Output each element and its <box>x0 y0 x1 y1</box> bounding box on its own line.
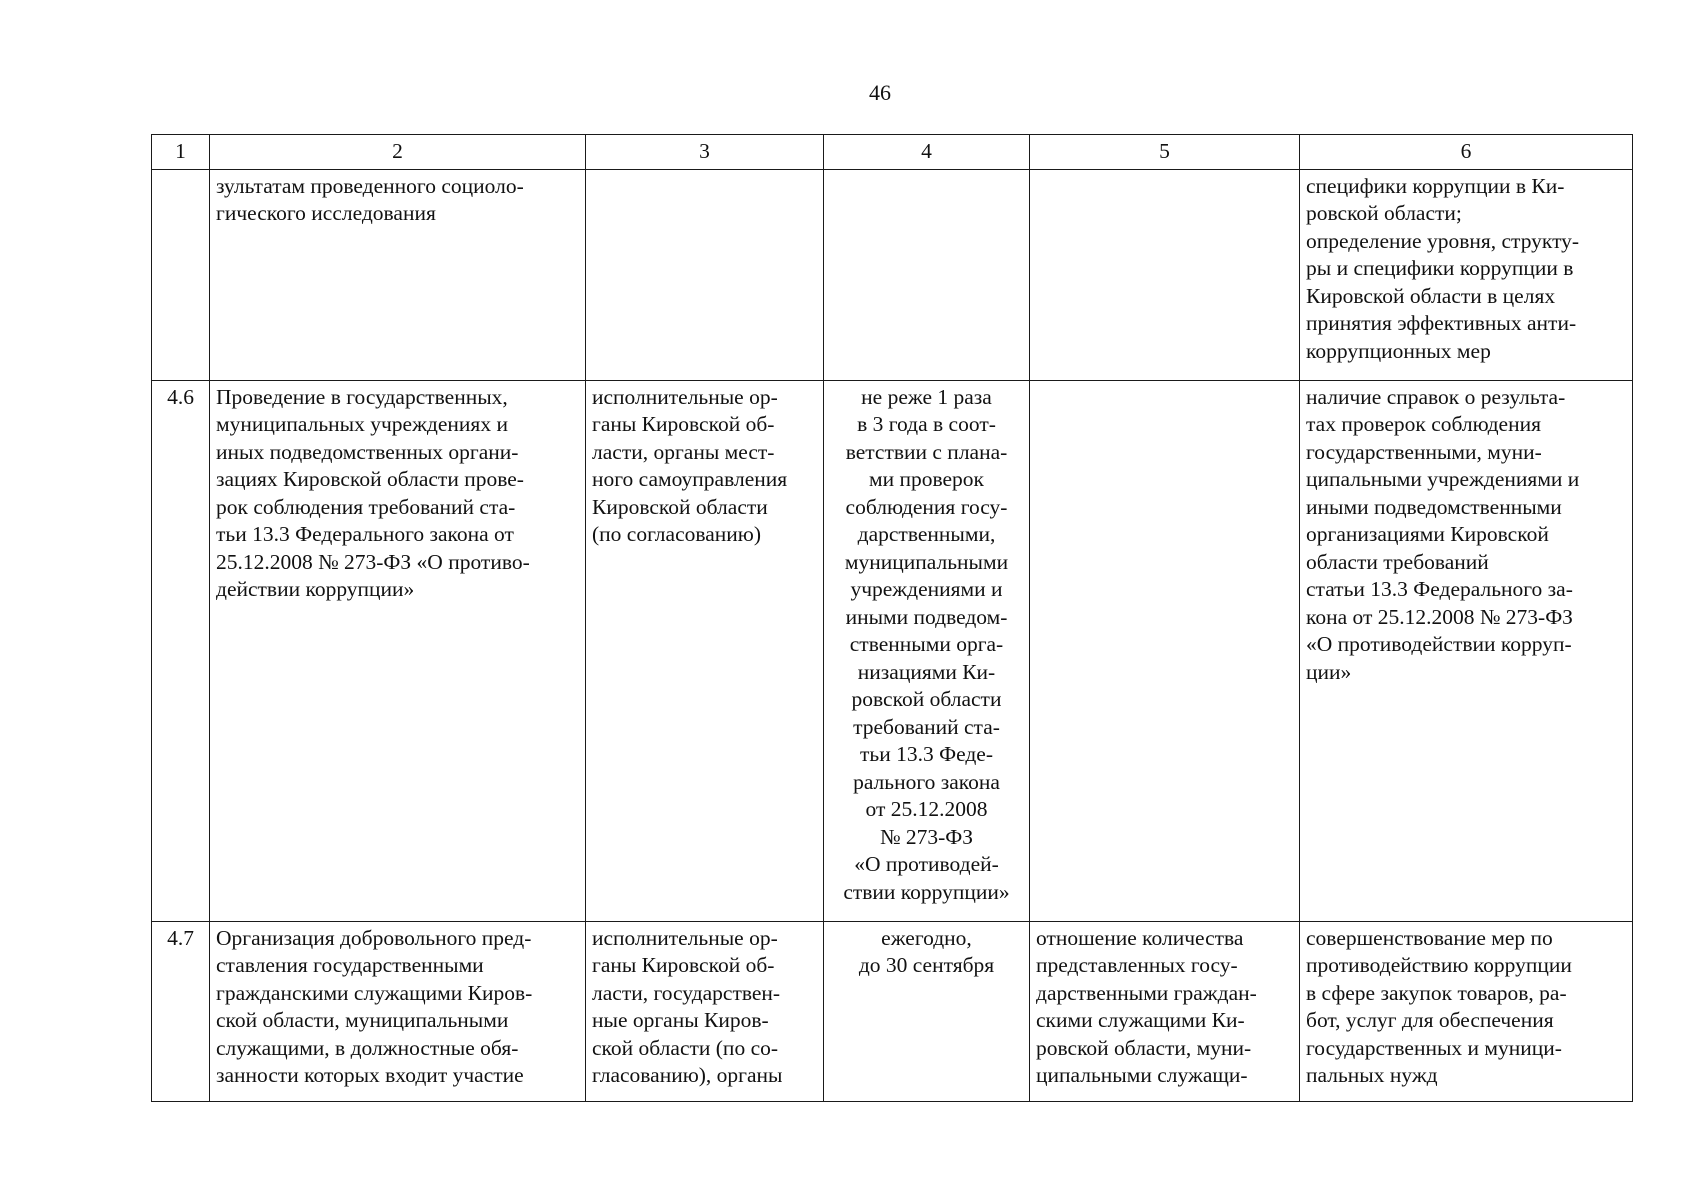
cell-text-line: ствии коррупции» <box>843 879 1010 904</box>
cell-text-line: рального закона <box>853 769 1000 794</box>
cell-text-line: иными подведом- <box>845 604 1008 629</box>
cell-text-line: ласти, государствен- <box>592 980 781 1005</box>
column-header-4: 4 <box>824 135 1030 170</box>
cell-text-line: Кировской области в целях <box>1306 283 1556 308</box>
cell-text-line: гического исследования <box>216 201 436 225</box>
cell-text-line: от 25.12.2008 <box>865 797 988 821</box>
cell-text-line: государственных и муници- <box>1306 1035 1562 1060</box>
cell-text-line: ры и специфики коррупции в <box>1306 256 1574 280</box>
cell-text-line: отношение количества <box>1036 925 1244 950</box>
table-row <box>152 169 1633 380</box>
cell-text-line: коррупционных мер <box>1306 338 1491 363</box>
cell-text-line: № 273-ФЗ <box>879 824 974 849</box>
cell-text-line: ные органы Киров- <box>592 1008 769 1032</box>
cell-text-line: в 3 года в соот- <box>857 412 996 436</box>
cell-text-line: ганы Кировской об- <box>592 953 775 977</box>
page-number: 46 <box>869 80 891 105</box>
cell-text-line: ного самоуправления <box>592 467 788 491</box>
cell-text-line: «О противодействии корруп- <box>1306 632 1572 656</box>
cell-text-line: низациями Ки- <box>857 659 996 684</box>
cell-text-line: противодействию коррупции <box>1306 953 1572 977</box>
cell-text-line: ставления государственными <box>216 953 484 977</box>
column-header-6: 6 <box>1300 135 1633 170</box>
cell-text-line: определение уровня, структу- <box>1306 228 1580 253</box>
cell-text-line: Кировской области <box>592 494 768 519</box>
cell-text-line: гражданскими служащими Киров- <box>216 980 533 1005</box>
cell-text-line: требований ста- <box>853 714 1000 739</box>
cell-text-line: соблюдения госу- <box>845 494 1008 519</box>
cell-text-line: дарственными граждан- <box>1036 980 1257 1005</box>
cell-text-line: «О противодей- <box>854 852 999 876</box>
expected-result <box>1300 169 1633 380</box>
expected-result <box>1300 921 1633 1101</box>
row-number <box>152 169 210 380</box>
cell-text-line: бот, услуг для обеспечения <box>1306 1008 1554 1032</box>
column-header-1: 1 <box>152 135 210 170</box>
responsible-executors <box>586 380 824 921</box>
cell-text-line: тах проверок соблюдения <box>1306 412 1541 436</box>
cell-text-line: ми проверок <box>868 467 984 491</box>
cell-text-line: ской области (по со- <box>592 1035 779 1060</box>
expected-result <box>1300 380 1633 921</box>
column-header-2: 2 <box>210 135 586 170</box>
cell-text-line: Организация добровольного пред- <box>216 925 532 950</box>
cell-text-line: тьи 13.3 Феде- <box>860 742 993 766</box>
column-header-3: 3 <box>586 135 824 170</box>
indicator <box>1030 380 1300 921</box>
cell-text-line: ежегодно, <box>881 925 972 950</box>
cell-text-line: ровской области <box>851 687 1002 711</box>
cell-text-line: дарственными, <box>857 522 996 546</box>
deadline <box>824 169 1030 380</box>
cell-text-line: ласти, органы мест- <box>592 439 775 464</box>
cell-text-line: кона от 25.12.2008 № 273-ФЗ <box>1306 604 1573 629</box>
indicator <box>1030 921 1300 1101</box>
cell-text-line: представленных госу- <box>1036 953 1238 977</box>
deadline <box>824 921 1030 1101</box>
table-row <box>152 380 1633 921</box>
cell-text-line: ципальными учреждениями и <box>1306 467 1580 491</box>
cell-text-line: муниципальными <box>844 549 1009 574</box>
cell-text-line: специфики коррупции в Ки- <box>1306 173 1565 198</box>
cell-text-line: пальных нужд <box>1306 1063 1438 1087</box>
cell-text-line: ственными орга- <box>849 632 1004 656</box>
cell-text-line: занности которых входит участие <box>216 1063 524 1087</box>
measure-description <box>210 380 586 921</box>
row-number: 4.7 <box>152 921 210 1101</box>
cell-text-line: ровской области, муни- <box>1036 1035 1252 1060</box>
cell-text-line: ветствии с плана- <box>845 439 1008 464</box>
responsible-executors <box>586 169 824 380</box>
cell-text-line: государственными, муни- <box>1306 439 1542 464</box>
cell-text-line: ровской области; <box>1306 201 1462 225</box>
cell-text-line: иными подведомственными <box>1306 494 1562 519</box>
cell-text-line: до 30 сентября <box>858 953 995 977</box>
cell-text-line: зультатам проведенного социоло- <box>216 173 524 198</box>
cell-text-line: принятия эффективных анти- <box>1306 311 1577 335</box>
column-header-5: 5 <box>1030 135 1300 170</box>
cell-text-line: исполнительные ор- <box>592 384 778 409</box>
cell-text-line: исполнительные ор- <box>592 925 778 950</box>
cell-text-line: ганы Кировской об- <box>592 412 775 436</box>
cell-text-line: рок соблюдения требований ста- <box>216 494 516 519</box>
responsible-executors <box>586 921 824 1101</box>
cell-text-line: ской области, муниципальными <box>216 1008 509 1032</box>
cell-text-line: статьи 13.3 Федерального за- <box>1306 577 1573 601</box>
cell-text-line: в сфере закупок товаров, ра- <box>1306 980 1567 1005</box>
cell-text-line: учреждениями и <box>850 577 1003 601</box>
indicator <box>1030 169 1300 380</box>
cell-text-line: действии коррупции» <box>216 577 415 601</box>
cell-text-line: организациями Кировской <box>1306 522 1549 546</box>
measure-description <box>210 169 586 380</box>
table-row <box>152 921 1633 1101</box>
cell-text-line: 25.12.2008 № 273-ФЗ «О противо- <box>216 549 530 574</box>
measure-description <box>210 921 586 1101</box>
cell-text-line: тьи 13.3 Федерального закона от <box>216 522 514 546</box>
cell-text-line: иных подведомственных органи- <box>216 439 519 464</box>
cell-text-line: не реже 1 раза <box>861 384 992 409</box>
cell-text-line: наличие справок о результа- <box>1306 384 1566 409</box>
table-header-row <box>152 135 1633 170</box>
cell-text-line: совершенствование мер по <box>1306 925 1553 950</box>
cell-text-line: Проведение в государственных, <box>216 384 508 409</box>
cell-text-line: скими служащими Ки- <box>1036 1008 1245 1032</box>
cell-text-line: (по согласованию) <box>592 522 762 546</box>
cell-text-line: муниципальных учреждениях и <box>216 412 508 436</box>
cell-text-line: зациях Кировской области прове- <box>216 467 524 491</box>
cell-text-line: служащими, в должностные обя- <box>216 1035 519 1060</box>
cell-text-line: гласованию), органы <box>592 1063 783 1087</box>
measures-table <box>151 134 1633 1102</box>
cell-text-line: ции» <box>1306 659 1352 684</box>
cell-text-line: области требований <box>1306 549 1489 574</box>
deadline <box>824 380 1030 921</box>
row-number: 4.6 <box>152 380 210 921</box>
cell-text-line: ципальными служащи- <box>1036 1063 1248 1087</box>
